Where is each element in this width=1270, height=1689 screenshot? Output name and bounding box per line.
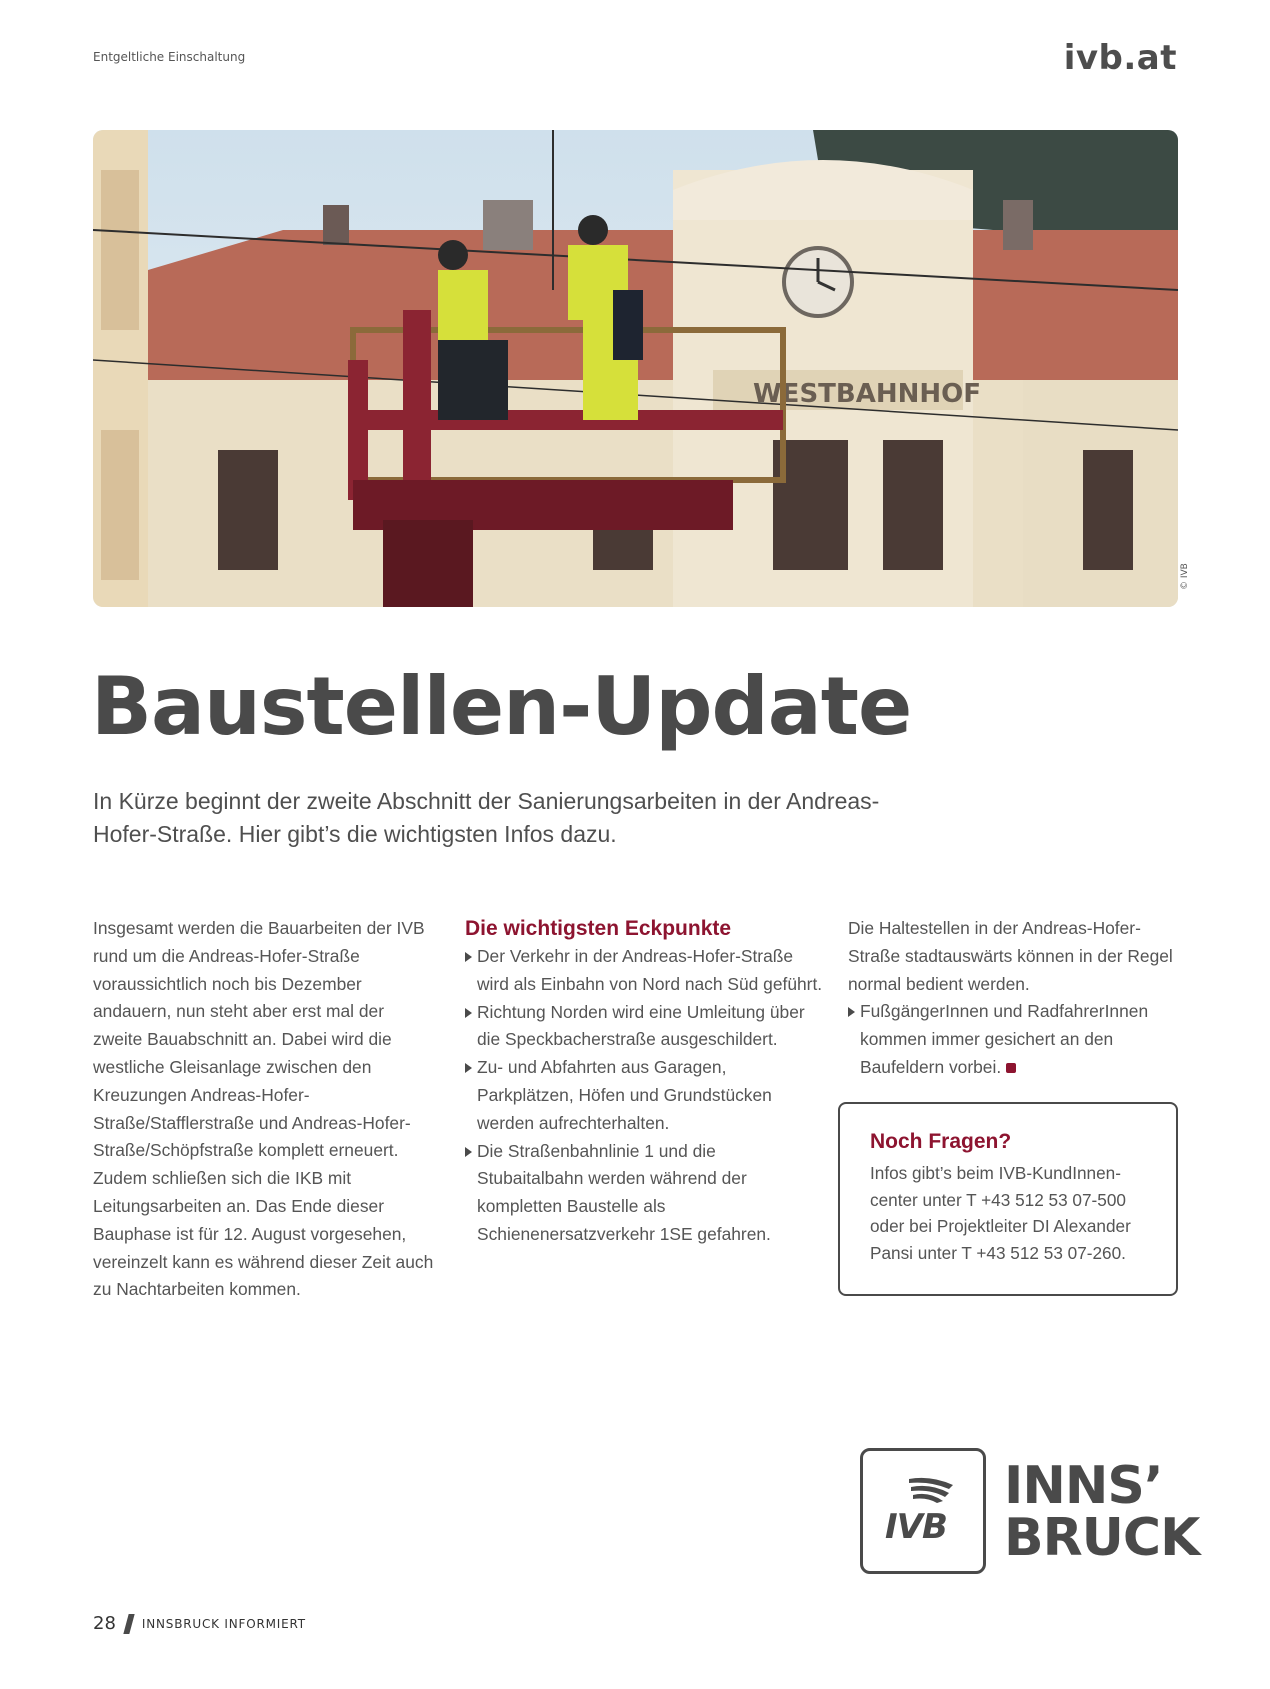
- station-sign-text: WESTBAHNHOF: [753, 379, 981, 409]
- key-point-item: Richtung Norden wird eine Umleitung über die Speckbacherstraße ausgeschildert.: [465, 999, 825, 1055]
- innsbruck-logo-line1: INNS’: [1004, 1456, 1163, 1516]
- article-end-mark: [1006, 1063, 1016, 1073]
- innsbruck-logo: [1004, 1456, 1200, 1568]
- photo-credit: © IVB: [1180, 563, 1190, 590]
- key-point-text: FußgängerInnen und RadfahrerInnen kommen immer gesichert an den Baufeldern vorbei.: [860, 1001, 1149, 1077]
- page-footer: [93, 1613, 306, 1634]
- key-point-item: Der Verkehr in der Andreas-Hofer-Straße wird als Einbahn von Nord nach Süd geführt.: [465, 943, 825, 999]
- innsbruck-logo-line2: BRUCK: [1004, 1508, 1200, 1568]
- footer-divider: [123, 1614, 134, 1634]
- body-column-1: [93, 915, 438, 1304]
- page-number: 28: [93, 1613, 116, 1634]
- article-photo: [93, 130, 1178, 607]
- key-point-continuation: Die Haltestellen in der Andreas-Hofer-Straße stadtauswärts können in der Regel normal bedient werden.: [848, 918, 1173, 994]
- key-point-item: Zu- und Abfahrten aus Garagen, Parkplätzen, Höfen und Grundstücken werden aufrechterhalten.: [465, 1054, 825, 1137]
- ivb-logo: [860, 1448, 986, 1574]
- key-points-heading: Die wichtigsten Eckpunkte: [465, 917, 732, 940]
- infobox-title: Noch Fragen?: [870, 1130, 1012, 1153]
- lead-paragraph: In Kürze beginnt der zweite Abschnitt der Sanierungsarbeiten in der Andreas-Hofer-Straße. Hier gibt’s die wichtigsten Infos dazu.: [93, 788, 880, 847]
- publication-name: INNSBRUCK INFORMIERT: [141, 1616, 306, 1631]
- key-point-item: Die Straßenbahnlinie 1 und die Stubaitalbahn werden während der kompletten Baustelle als Schienenersatzverkehr 1SE gefahren.: [465, 1138, 825, 1249]
- key-point-item: [848, 998, 1178, 1081]
- contact-infobox: [838, 1102, 1178, 1296]
- infobox-text: Infos gibt’s beim IVB-KundInnen-center unter T +43 512 53 07-500 oder bei Projektleiter DI Alexander Pansi unter T +43 512 53 07-260.: [870, 1163, 1131, 1263]
- body-column-2: [465, 915, 825, 1249]
- body-column-3: [848, 915, 1178, 1082]
- header-label: Entgeltliche Einschaltung: [93, 50, 246, 64]
- page-title: Baustellen-Update: [91, 660, 912, 753]
- ivb-swoosh-icon: [907, 1475, 955, 1503]
- ivb-logo-text: IVB: [885, 1507, 947, 1547]
- body-paragraph: Insgesamt werden die Bauarbeiten der IVB rund um die Andreas-Hofer-Straße voraussichtlich noch bis Dezember andauern, nun steht aber erst mal der zweite Bauabschnitt an. Dabei wird die westliche Gleisanlage zwischen den Kreuzungen Andreas-Hofer-Straße/Stafflerstraße und Andreas-Hofer-Straße/Schöpfstraße komplett erneuert. Zudem schließen sich die IKB mit Leitungsarbeiten an. Das Ende dieser Bauphase ist für 12. August vorgesehen, vereinzelt kann es während dieser Zeit auch zu Nachtarbeiten kommen.: [93, 918, 434, 1300]
- header-site-link[interactable]: ivb.at: [1063, 38, 1177, 78]
